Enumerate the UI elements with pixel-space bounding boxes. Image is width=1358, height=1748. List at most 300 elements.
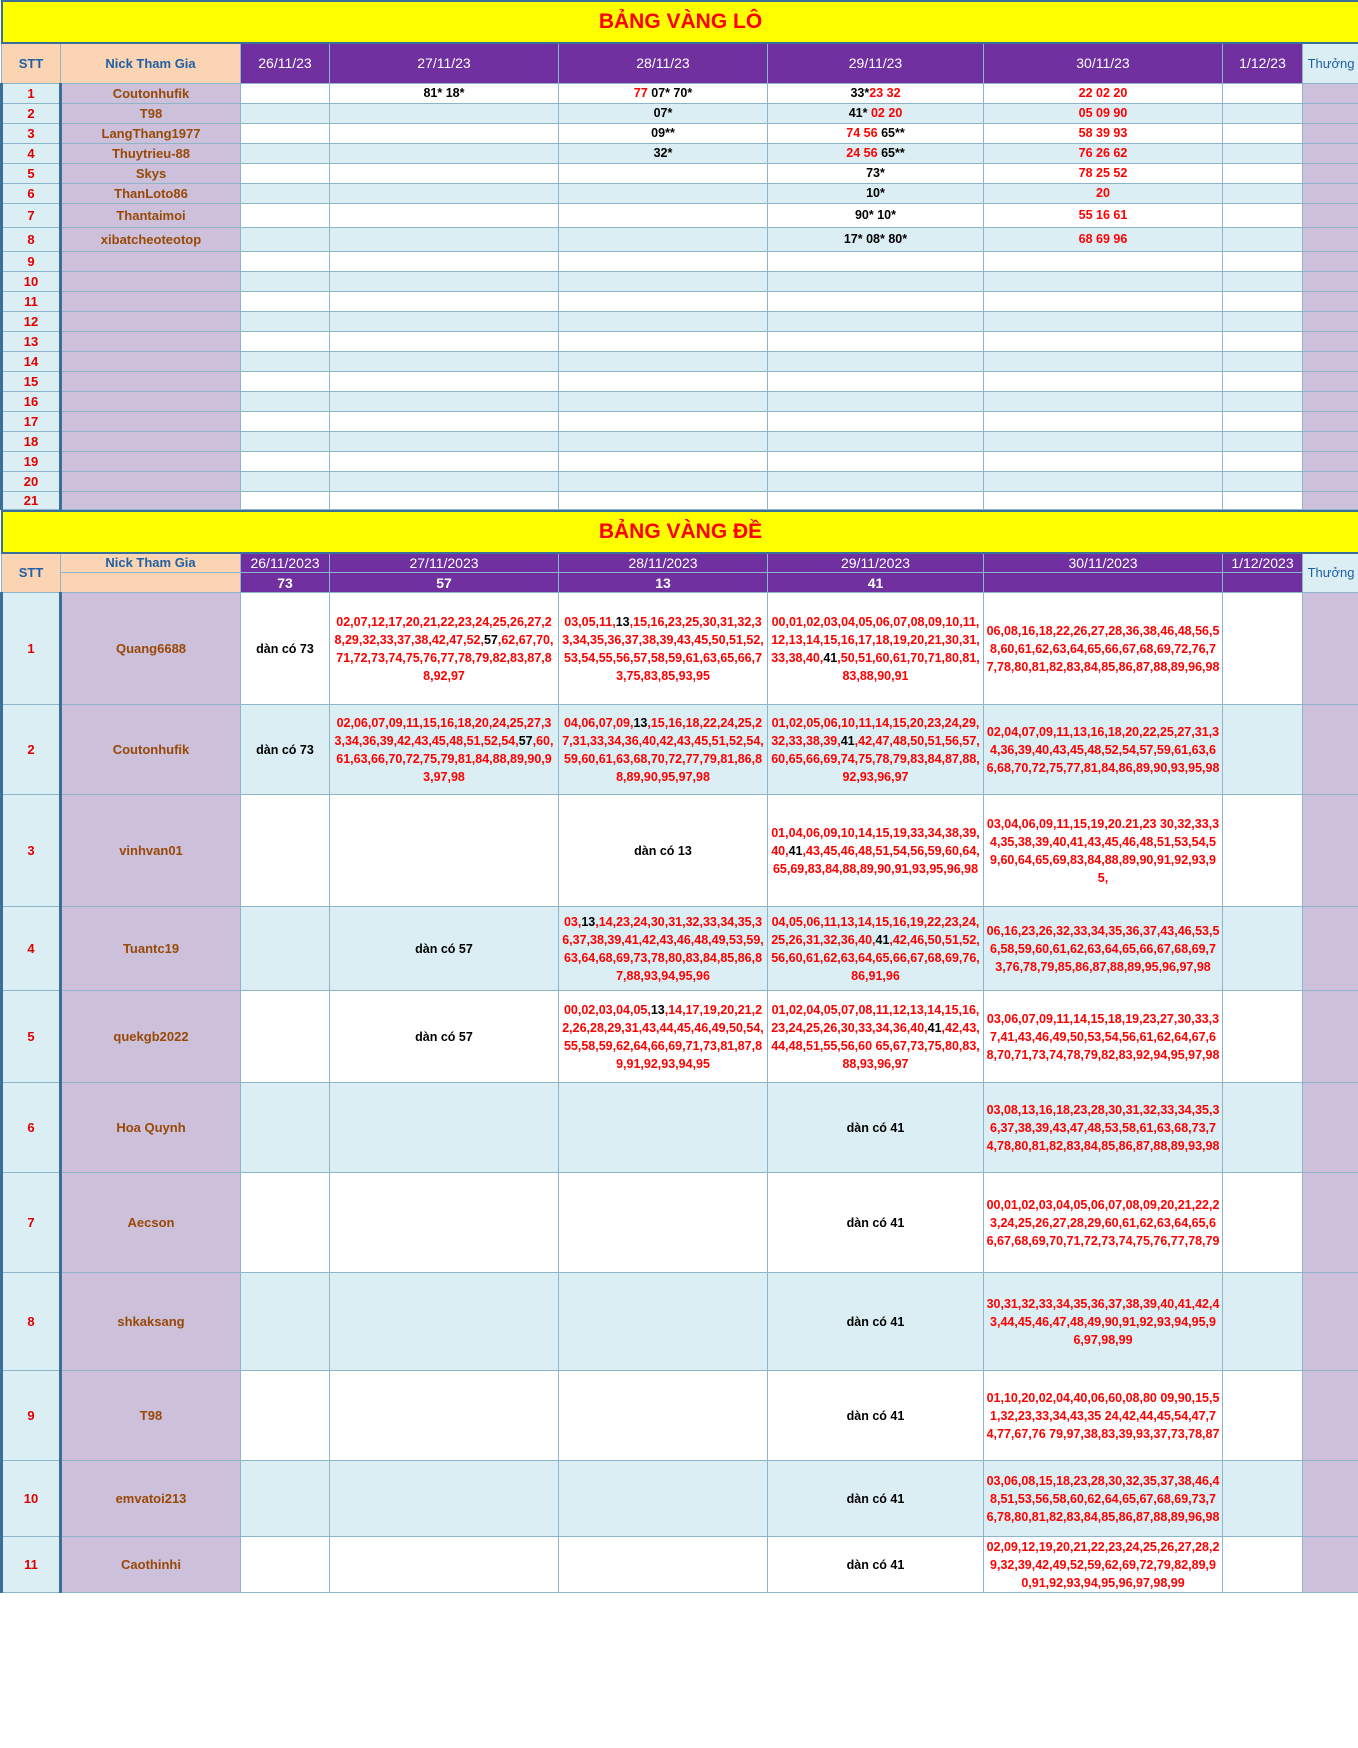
row-cell-3 xyxy=(559,1273,768,1371)
row-nick: Thantaimoi xyxy=(61,203,241,227)
row-cell-1 xyxy=(241,311,330,331)
row-cell-6 xyxy=(1223,451,1303,471)
de-result: 57 xyxy=(330,573,559,593)
row-cell-5 xyxy=(984,331,1223,351)
row-cell-3 xyxy=(559,391,768,411)
row-cell-1 xyxy=(241,451,330,471)
lo-table-row xyxy=(2,143,1358,163)
row-nick: Skys xyxy=(61,163,241,183)
cell-segment: 41 xyxy=(788,843,803,858)
row-cell-1 xyxy=(241,83,330,103)
row-nick: vinhvan01 xyxy=(61,795,241,907)
row-stt: 4 xyxy=(2,143,61,163)
row-cell-6 xyxy=(1223,1461,1303,1537)
lo-table-row xyxy=(2,351,1358,371)
cell-segment: 41 xyxy=(823,650,838,665)
row-cell-1 xyxy=(241,1273,330,1371)
cell-segment: ,14,17,19,20,21,22,26,28,29,31,43,44,45,46,49,50,54,55,58,59,62,64,66,69,71,73,81,87,89,91,92,93,94,95 xyxy=(562,1002,764,1071)
row-cell-2 xyxy=(330,183,559,203)
row-cell-6 xyxy=(1223,1371,1303,1461)
cell-segment: 81* 18* xyxy=(423,86,465,100)
row-cell-1 xyxy=(241,183,330,203)
row-cell-1 xyxy=(241,143,330,163)
lo-table-row xyxy=(2,291,1358,311)
cell-segment: 09** xyxy=(651,126,675,140)
row-cell-3 xyxy=(559,331,768,351)
row-cell-6 xyxy=(1223,795,1303,907)
row-thuong xyxy=(1303,411,1358,431)
cell-segment: ,60,61,63,66,70,72,75,79,81,84,88,89,90,93,97,98 xyxy=(336,733,554,784)
row-cell-5 xyxy=(984,311,1223,331)
row-stt: 19 xyxy=(2,451,61,471)
lo-header-thuong: Thưởng xyxy=(1303,43,1358,83)
row-stt: 7 xyxy=(2,1173,61,1273)
cell-segment: 01,02,04,05,07,08,11,12,13,14,15,16,23,24,25,26,30,33,34,36,40, xyxy=(771,1002,980,1035)
cell-segment: 04,06,07,09, xyxy=(563,715,634,730)
row-cell-2 xyxy=(330,451,559,471)
lo-table-row xyxy=(2,163,1358,183)
lo-header-date: 29/11/23 xyxy=(768,43,984,83)
row-cell-3 xyxy=(559,451,768,471)
row-cell-2 xyxy=(330,351,559,371)
row-cell-1 xyxy=(241,431,330,451)
cell-segment: 03,08,13,16,18,23,28,30,31,32,33,34,35,36,37,38,39,43,47,48,53,58,61,63,68,73,74,78,80,81,82,83,84,85,86,87,88,89,93,98 xyxy=(986,1102,1220,1153)
row-cell-6 xyxy=(1223,311,1303,331)
row-thuong xyxy=(1303,705,1358,795)
cell-segment: dàn có 57 xyxy=(415,941,473,956)
row-cell-1 xyxy=(241,1371,330,1461)
cell-segment: 74 56 xyxy=(846,126,882,140)
cell-segment: dàn có 73 xyxy=(256,641,314,656)
row-cell-5 xyxy=(984,1083,1223,1173)
row-cell-6 xyxy=(1223,411,1303,431)
row-cell-3 xyxy=(559,991,768,1083)
row-cell-1 xyxy=(241,291,330,311)
de-table-row xyxy=(2,1273,1358,1371)
row-thuong xyxy=(1303,795,1358,907)
row-cell-4 xyxy=(768,431,984,451)
row-nick: T98 xyxy=(61,103,241,123)
row-cell-3 xyxy=(559,163,768,183)
row-cell-3 xyxy=(559,431,768,451)
row-thuong xyxy=(1303,491,1358,509)
row-cell-1 xyxy=(241,991,330,1083)
lo-header-row xyxy=(2,43,1358,83)
de-header-nick: Nick Tham Gia xyxy=(61,553,241,573)
row-cell-2 xyxy=(330,83,559,103)
row-cell-3 xyxy=(559,593,768,705)
row-nick: T98 xyxy=(61,1371,241,1461)
cell-segment: 02,04,07,09,11,13,16,18,20,22,25,27,31,34,36,39,40,43,45,48,52,54,57,59,61,63,66,68,70,72,75,77,81,84,86,89,90,93,95,98 xyxy=(986,724,1220,775)
row-cell-6 xyxy=(1223,1083,1303,1173)
row-cell-4 xyxy=(768,227,984,251)
row-cell-5 xyxy=(984,1371,1223,1461)
row-cell-3 xyxy=(559,143,768,163)
cell-segment: dàn có 41 xyxy=(846,1314,905,1329)
lo-table-row xyxy=(2,123,1358,143)
lo-header-date: 27/11/23 xyxy=(330,43,559,83)
cell-segment: 20 xyxy=(1096,186,1110,200)
lo-table-row xyxy=(2,271,1358,291)
cell-segment: 01,04,06,09,10,14,15,19,33,34,38,39,40, xyxy=(771,825,980,858)
cell-segment: 03, xyxy=(563,914,582,929)
row-stt: 6 xyxy=(2,183,61,203)
row-stt: 9 xyxy=(2,251,61,271)
row-cell-6 xyxy=(1223,103,1303,123)
lo-table-row xyxy=(2,83,1358,103)
row-nick xyxy=(61,331,241,351)
row-cell-6 xyxy=(1223,371,1303,391)
row-nick: Hoa Quynh xyxy=(61,1083,241,1173)
cell-segment: ,15,16,18,22,24,25,27,31,33,34,36,40,42,43,45,51,52,54,59,60,61,63,68,70,72,77,79,81,86,88,89,90,95,97,98 xyxy=(562,715,764,784)
cell-segment: 10* xyxy=(866,186,885,200)
row-nick: emvatoi213 xyxy=(61,1461,241,1537)
row-cell-6 xyxy=(1223,907,1303,991)
cell-segment: dàn có 41 xyxy=(846,1215,905,1230)
row-cell-6 xyxy=(1223,143,1303,163)
row-cell-5 xyxy=(984,1173,1223,1273)
de-header-date: 29/11/2023 xyxy=(768,553,984,573)
cell-segment: dàn có 41 xyxy=(846,1120,905,1135)
row-cell-2 xyxy=(330,1173,559,1273)
row-cell-5 xyxy=(984,103,1223,123)
cell-segment: 76 26 62 xyxy=(1078,146,1128,160)
row-stt: 3 xyxy=(2,123,61,143)
row-cell-5 xyxy=(984,451,1223,471)
de-result-row xyxy=(2,573,1358,593)
row-cell-4 xyxy=(768,795,984,907)
row-cell-2 xyxy=(330,251,559,271)
row-nick: Coutonhufik xyxy=(61,705,241,795)
row-cell-2 xyxy=(330,1083,559,1173)
row-cell-2 xyxy=(330,471,559,491)
row-stt: 21 xyxy=(2,491,61,509)
de-table-row xyxy=(2,907,1358,991)
row-nick: shkaksang xyxy=(61,1273,241,1371)
cell-segment: 90* 10* xyxy=(854,208,896,222)
row-thuong xyxy=(1303,451,1358,471)
row-cell-2 xyxy=(330,143,559,163)
row-cell-5 xyxy=(984,907,1223,991)
row-cell-4 xyxy=(768,103,984,123)
row-cell-1 xyxy=(241,1083,330,1173)
cell-segment: 00,01,02,03,04,05,06,07,08,09,10,11,12,13,14,15,16,17,18,19,20,21,30,31,33,38,40, xyxy=(771,614,980,665)
row-thuong xyxy=(1303,593,1358,705)
row-cell-5 xyxy=(984,227,1223,251)
cell-segment: 77 xyxy=(633,86,652,100)
cell-segment: 57 xyxy=(483,632,498,647)
row-cell-2 xyxy=(330,371,559,391)
cell-segment: 04,05,06,11,13,14,15,16,19,22,23,24,25,26,31,32,36,40, xyxy=(771,914,980,947)
row-cell-3 xyxy=(559,1371,768,1461)
cell-segment: dàn có 73 xyxy=(256,742,314,757)
row-thuong xyxy=(1303,991,1358,1083)
row-cell-4 xyxy=(768,907,984,991)
cell-segment: 02,06,07,09,11,15,16,18,20,24,25,27,33,34,36,39,42,43,45,48,51,52,54, xyxy=(334,715,552,748)
row-cell-4 xyxy=(768,291,984,311)
cell-segment: 03,05,11, xyxy=(564,614,616,629)
cell-segment: 55 16 61 xyxy=(1078,208,1128,222)
de-result: 73 xyxy=(241,573,330,593)
row-stt: 7 xyxy=(2,203,61,227)
row-stt: 5 xyxy=(2,991,61,1083)
row-cell-1 xyxy=(241,271,330,291)
row-cell-1 xyxy=(241,593,330,705)
cell-segment: 24 56 xyxy=(846,146,882,160)
row-cell-6 xyxy=(1223,203,1303,227)
de-result xyxy=(1223,573,1303,593)
row-cell-1 xyxy=(241,491,330,509)
de-table-row xyxy=(2,1173,1358,1273)
row-nick xyxy=(61,451,241,471)
row-cell-2 xyxy=(330,411,559,431)
row-cell-1 xyxy=(241,331,330,351)
row-stt: 6 xyxy=(2,1083,61,1173)
row-cell-5 xyxy=(984,251,1223,271)
row-cell-4 xyxy=(768,1083,984,1173)
cell-segment: 13 xyxy=(615,614,630,629)
row-cell-3 xyxy=(559,103,768,123)
lo-table-row xyxy=(2,331,1358,351)
row-cell-1 xyxy=(241,705,330,795)
cell-segment: 13 xyxy=(581,914,596,929)
row-nick: xibatcheoteotop xyxy=(61,227,241,251)
row-thuong xyxy=(1303,83,1358,103)
row-cell-2 xyxy=(330,103,559,123)
de-header-date: 26/11/2023 xyxy=(241,553,330,573)
row-stt: 15 xyxy=(2,371,61,391)
cell-segment: dàn có 41 xyxy=(846,1557,905,1572)
row-cell-1 xyxy=(241,1461,330,1537)
cell-segment: 68 69 96 xyxy=(1078,232,1128,246)
row-cell-1 xyxy=(241,203,330,227)
row-thuong xyxy=(1303,1537,1358,1593)
row-cell-5 xyxy=(984,411,1223,431)
lo-table-row xyxy=(2,411,1358,431)
row-cell-4 xyxy=(768,1173,984,1273)
row-cell-4 xyxy=(768,251,984,271)
cell-segment: 65** xyxy=(881,146,905,160)
row-cell-3 xyxy=(559,291,768,311)
lo-table-row xyxy=(2,251,1358,271)
lo-header-stt: STT xyxy=(2,43,61,83)
row-cell-2 xyxy=(330,227,559,251)
row-nick: Aecson xyxy=(61,1173,241,1273)
row-thuong xyxy=(1303,1083,1358,1173)
cell-segment: 32* xyxy=(653,146,673,160)
row-cell-2 xyxy=(330,795,559,907)
de-table-row xyxy=(2,593,1358,705)
row-thuong xyxy=(1303,251,1358,271)
row-cell-5 xyxy=(984,351,1223,371)
cell-segment: 01,10,20,02,04,40,06,60,08,80 09,90,15,51,32,23,33,34,43,35 24,42,44,45,54,47,74,77,67,76 79,97,38,83,39,93,37,73,78,87 xyxy=(986,1390,1220,1441)
row-cell-5 xyxy=(984,1461,1223,1537)
row-cell-4 xyxy=(768,1273,984,1371)
row-cell-2 xyxy=(330,1371,559,1461)
row-thuong xyxy=(1303,351,1358,371)
row-nick: quekgb2022 xyxy=(61,991,241,1083)
row-cell-5 xyxy=(984,123,1223,143)
lo-table-row xyxy=(2,203,1358,227)
lo-header-date: 28/11/23 xyxy=(559,43,768,83)
cell-segment: 41 xyxy=(927,1020,942,1035)
row-thuong xyxy=(1303,391,1358,411)
row-cell-6 xyxy=(1223,991,1303,1083)
row-cell-3 xyxy=(559,471,768,491)
row-stt: 1 xyxy=(2,593,61,705)
cell-segment: dàn có 41 xyxy=(846,1491,905,1506)
row-cell-6 xyxy=(1223,351,1303,371)
de-header-row xyxy=(2,553,1358,573)
cell-segment: 02 20 xyxy=(870,106,903,120)
cell-segment: 07* xyxy=(653,106,673,120)
de-table-row xyxy=(2,795,1358,907)
row-stt: 1 xyxy=(2,83,61,103)
row-cell-6 xyxy=(1223,1173,1303,1273)
de-result: 41 xyxy=(768,573,984,593)
row-cell-6 xyxy=(1223,391,1303,411)
row-cell-3 xyxy=(559,371,768,391)
row-cell-3 xyxy=(559,1083,768,1173)
row-cell-2 xyxy=(330,391,559,411)
row-cell-5 xyxy=(984,203,1223,227)
row-nick: LangThang1977 xyxy=(61,123,241,143)
row-cell-4 xyxy=(768,351,984,371)
row-cell-3 xyxy=(559,123,768,143)
cell-segment: 02,09,12,19,20,21,22,23,24,25,26,27,28,29,32,39,42,49,52,59,62,69,72,79,82,89,90,91,92,93,94,95,96,97,98,99 xyxy=(986,1539,1220,1590)
lo-table-row xyxy=(2,103,1358,123)
row-cell-4 xyxy=(768,83,984,103)
row-nick xyxy=(61,371,241,391)
row-cell-2 xyxy=(330,593,559,705)
row-stt: 17 xyxy=(2,411,61,431)
lo-table-row xyxy=(2,491,1358,509)
row-cell-1 xyxy=(241,371,330,391)
row-thuong xyxy=(1303,203,1358,227)
row-cell-3 xyxy=(559,907,768,991)
cell-segment: ,62,67,70,71,72,73,74,75,76,77,78,79,82,83,87,88,92,97 xyxy=(336,632,554,683)
row-cell-6 xyxy=(1223,291,1303,311)
cell-segment: 13 xyxy=(650,1002,665,1017)
row-stt: 8 xyxy=(2,1273,61,1371)
row-stt: 3 xyxy=(2,795,61,907)
lo-header-nick: Nick Tham Gia xyxy=(61,43,241,83)
row-cell-4 xyxy=(768,271,984,291)
row-nick xyxy=(61,291,241,311)
row-cell-2 xyxy=(330,123,559,143)
row-thuong xyxy=(1303,183,1358,203)
row-stt: 4 xyxy=(2,907,61,991)
row-cell-4 xyxy=(768,705,984,795)
row-thuong xyxy=(1303,331,1358,351)
row-cell-4 xyxy=(768,123,984,143)
row-cell-4 xyxy=(768,311,984,331)
row-cell-3 xyxy=(559,351,768,371)
row-cell-3 xyxy=(559,251,768,271)
row-cell-1 xyxy=(241,1173,330,1273)
row-cell-4 xyxy=(768,391,984,411)
row-stt: 13 xyxy=(2,331,61,351)
row-cell-6 xyxy=(1223,123,1303,143)
cell-segment: dàn có 57 xyxy=(415,1029,473,1044)
row-cell-6 xyxy=(1223,271,1303,291)
lo-table-row xyxy=(2,451,1358,471)
row-cell-5 xyxy=(984,391,1223,411)
row-cell-5 xyxy=(984,291,1223,311)
row-thuong xyxy=(1303,103,1358,123)
row-cell-4 xyxy=(768,411,984,431)
row-cell-1 xyxy=(241,251,330,271)
row-cell-2 xyxy=(330,331,559,351)
row-cell-3 xyxy=(559,1537,768,1593)
cell-segment: ,15,16,23,25,30,31,32,33,34,35,36,37,38,39,43,45,50,51,52,53,54,55,56,57,58,59,61,63,65,66,73,75,83,85,93,95 xyxy=(562,614,764,683)
row-cell-6 xyxy=(1223,431,1303,451)
de-header-date: 27/11/2023 xyxy=(330,553,559,573)
row-cell-4 xyxy=(768,1537,984,1593)
row-cell-6 xyxy=(1223,471,1303,491)
row-cell-6 xyxy=(1223,705,1303,795)
row-cell-5 xyxy=(984,271,1223,291)
row-cell-2 xyxy=(330,705,559,795)
row-stt: 11 xyxy=(2,291,61,311)
cell-segment: 00,01,02,03,04,05,06,07,08,09,20,21,22,23,24,25,26,27,28,29,60,61,62,63,64,65,66,67,68,69,70,71,72,73,74,75,76,77,78,79 xyxy=(986,1197,1220,1248)
row-cell-5 xyxy=(984,371,1223,391)
row-cell-2 xyxy=(330,163,559,183)
de-title: BẢNG VÀNG ĐỀ xyxy=(2,511,1358,553)
row-cell-3 xyxy=(559,83,768,103)
de-header-date: 30/11/2023 xyxy=(984,553,1223,573)
row-stt: 10 xyxy=(2,271,61,291)
row-nick: Tuantc19 xyxy=(61,907,241,991)
row-cell-1 xyxy=(241,471,330,491)
cell-segment: ,42,43,44,48,51,55,56,60 65,67,73,75,80,83,88,93,96,97 xyxy=(771,1020,980,1071)
row-thuong xyxy=(1303,227,1358,251)
row-cell-5 xyxy=(984,1273,1223,1371)
cell-segment: 33* xyxy=(850,86,870,100)
row-cell-5 xyxy=(984,431,1223,451)
cell-segment: 03,06,08,15,18,23,28,30,32,35,37,38,46,48,51,53,56,58,60,62,64,65,67,68,69,73,76,78,80,81,82,83,84,85,86,87,88,89,96,98 xyxy=(986,1473,1220,1524)
cell-segment: 73* xyxy=(866,166,885,180)
row-cell-2 xyxy=(330,311,559,331)
lo-table-row xyxy=(2,371,1358,391)
row-cell-4 xyxy=(768,143,984,163)
row-cell-5 xyxy=(984,471,1223,491)
row-thuong xyxy=(1303,311,1358,331)
cell-segment: 07* 70* xyxy=(651,86,693,100)
row-nick xyxy=(61,351,241,371)
row-cell-2 xyxy=(330,491,559,509)
cell-segment: 65** xyxy=(881,126,905,140)
cell-segment: 03,06,07,09,11,14,15,18,19,23,27,30,33,37,41,43,46,49,50,53,54,56,61,62,64,67,68,70,71,73,74,78,79,82,83,92,94,95,97,98 xyxy=(986,1011,1220,1062)
row-cell-3 xyxy=(559,183,768,203)
row-stt: 5 xyxy=(2,163,61,183)
row-cell-5 xyxy=(984,795,1223,907)
row-cell-3 xyxy=(559,311,768,331)
row-stt: 11 xyxy=(2,1537,61,1593)
row-cell-5 xyxy=(984,183,1223,203)
row-thuong xyxy=(1303,271,1358,291)
lo-header-date: 30/11/23 xyxy=(984,43,1223,83)
de-table-row xyxy=(2,1371,1358,1461)
row-thuong xyxy=(1303,143,1358,163)
cell-segment: 78 25 52 xyxy=(1078,166,1128,180)
de-table xyxy=(0,510,1358,1594)
cell-segment: 05 09 90 xyxy=(1078,106,1128,120)
lo-table-row xyxy=(2,227,1358,251)
cell-segment: 17* 08* 80* xyxy=(843,232,908,246)
de-result xyxy=(984,573,1223,593)
cell-segment: 01,02,05,06,10,11,14,15,20,23,24,29,32,33,38,39, xyxy=(771,715,980,748)
